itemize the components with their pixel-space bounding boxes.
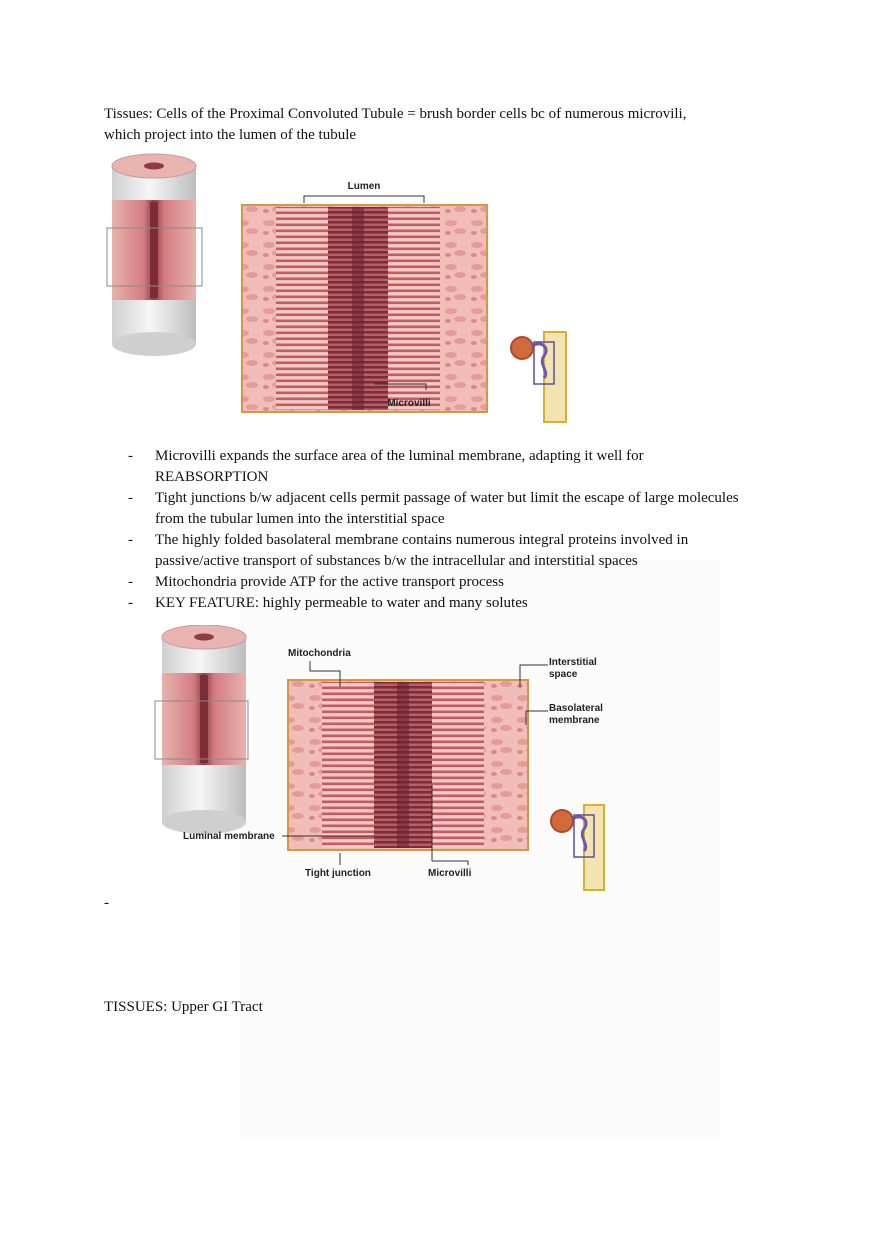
- label-interstitial-space-2: space: [549, 669, 578, 680]
- kidney-nephron-inset-2: [551, 805, 604, 890]
- bullet-list: [128, 446, 748, 614]
- figure-1-pct-cells: [104, 150, 584, 430]
- kidney-nephron-inset: [511, 332, 566, 422]
- tubule-cylinder-illustration: [107, 154, 202, 356]
- bullet-item: - Mitochondria provide ATP for the active transport process: [128, 574, 504, 590]
- intro-line-2: which project into the lumen of the tubule: [104, 127, 357, 143]
- label-microvilli-2: Microvilli: [428, 868, 472, 879]
- label-interstitial-space-1: Interstitial: [549, 657, 597, 668]
- microvilli-cross-section-2: [288, 680, 528, 850]
- label-microvilli: Microvilli: [387, 398, 431, 409]
- label-basolateral-membrane-2: membrane: [549, 715, 600, 726]
- tubule-cylinder-illustration-2: [155, 625, 248, 834]
- microvilli-cross-section: [242, 205, 487, 412]
- figure-2-pct-cells-labeled: [150, 625, 620, 900]
- label-luminal-membrane: Luminal membrane: [183, 831, 275, 842]
- bullet-item: - KEY FEATURE: highly permeable to water and many solutes: [128, 595, 528, 611]
- bullet-item: - Microvilli expands the surface area of the luminal membrane, adapting it well for REABSORPTION: [128, 448, 644, 485]
- label-lumen: Lumen: [347, 181, 381, 192]
- trailing-dash: -: [104, 895, 109, 911]
- label-basolateral-membrane-1: Basolateral: [549, 703, 603, 714]
- intro-paragraph: [104, 104, 744, 146]
- intro-line-1: Tissues: Cells of the Proximal Convoluted Tubule = brush border cells bc of numerous microvili,: [104, 106, 687, 122]
- bullet-item: - The highly folded basolateral membrane contains numerous integral proteins involved in passive/active transport of substances b/w the intracellular and interstitial spaces: [128, 532, 689, 569]
- label-mitochondria: Mitochondria: [288, 648, 351, 659]
- section-heading: TISSUES: Upper GI Tract: [104, 999, 263, 1015]
- bullet-item: - Tight junctions b/w adjacent cells permit passage of water but limit the escape of large molecules from the tubular lumen into the interstitial space: [128, 490, 739, 527]
- label-tight-junction: Tight junction: [305, 868, 371, 879]
